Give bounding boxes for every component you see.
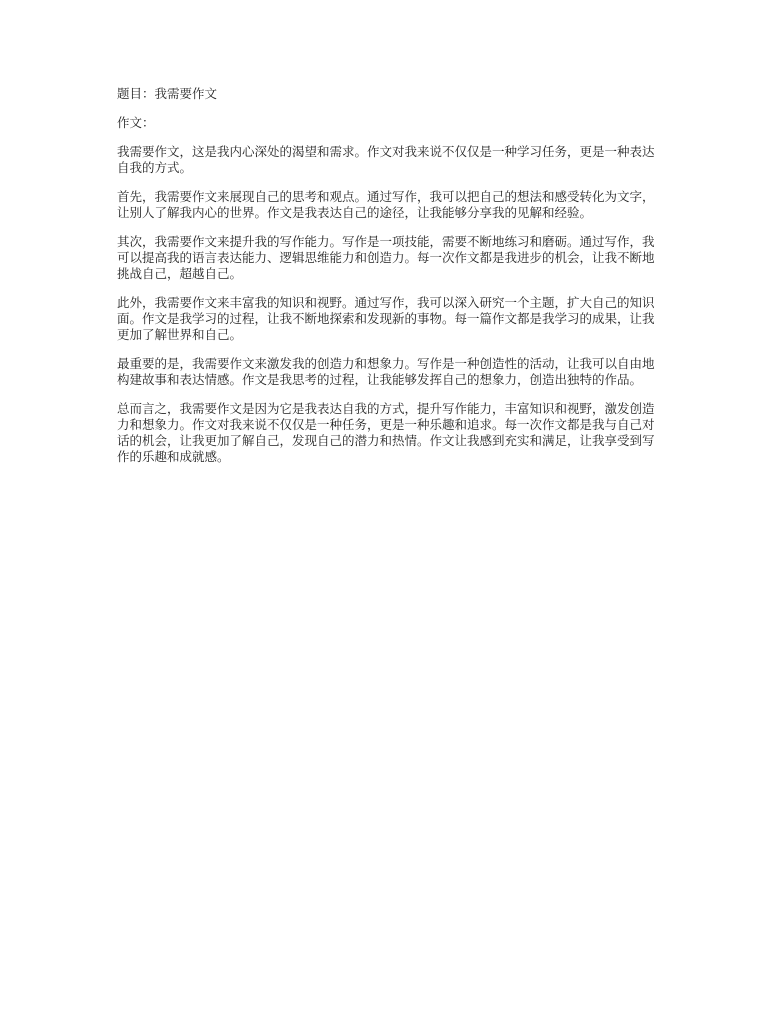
paragraph-conclusion: 总而言之，我需要作文是因为它是我表达自我的方式，提升写作能力，丰富知识和视野，激发创造力和想象力。作文对我来说不仅仅是一种任务，更是一种乐趣和追求。每一次作文都是我与自己对话的机会，让我更加了解自己，发现自己的潜力和热情。作文让我感到充实和满足，让我享受到写作的乐趣和成就感。 bbox=[117, 401, 655, 464]
paragraph-intro: 我需要作文，这是我内心深处的渴望和需求。作文对我来说不仅仅是一种学习任务，更是一种表达自我的方式。 bbox=[117, 144, 655, 175]
document-page bbox=[117, 86, 657, 465]
paragraph-fourth: 最重要的是，我需要作文来激发我的创造力和想象力。写作是一种创造性的活动，让我可以自由地构建故事和表达情感。作文是我思考的过程，让我能够发挥自己的想象力，创造出独特的作品。 bbox=[117, 356, 655, 387]
paragraph-second: 其次，我需要作文来提升我的写作能力。写作是一项技能，需要不断地练习和磨砺。通过写作，我可以提高我的语言表达能力、逻辑思维能力和创造力。每一次作文都是我进步的机会，让我不断地挑战自己，超越自己。 bbox=[117, 234, 655, 281]
paragraph-third: 此外，我需要作文来丰富我的知识和视野。通过写作，我可以深入研究一个主题，扩大自己的知识面。作文是我学习的过程，让我不断地探索和发现新的事物。每一篇作文都是我学习的成果，让我更加了解世界和自己。 bbox=[117, 295, 655, 342]
paragraph-first: 首先，我需要作文来展现自己的思考和观点。通过写作，我可以把自己的想法和感受转化为文字，让别人了解我内心的世界。作文是我表达自己的途径，让我能够分享我的见解和经验。 bbox=[117, 189, 655, 220]
document-title: 题目：我需要作文 bbox=[117, 86, 218, 101]
essay-label: 作文： bbox=[117, 115, 155, 130]
